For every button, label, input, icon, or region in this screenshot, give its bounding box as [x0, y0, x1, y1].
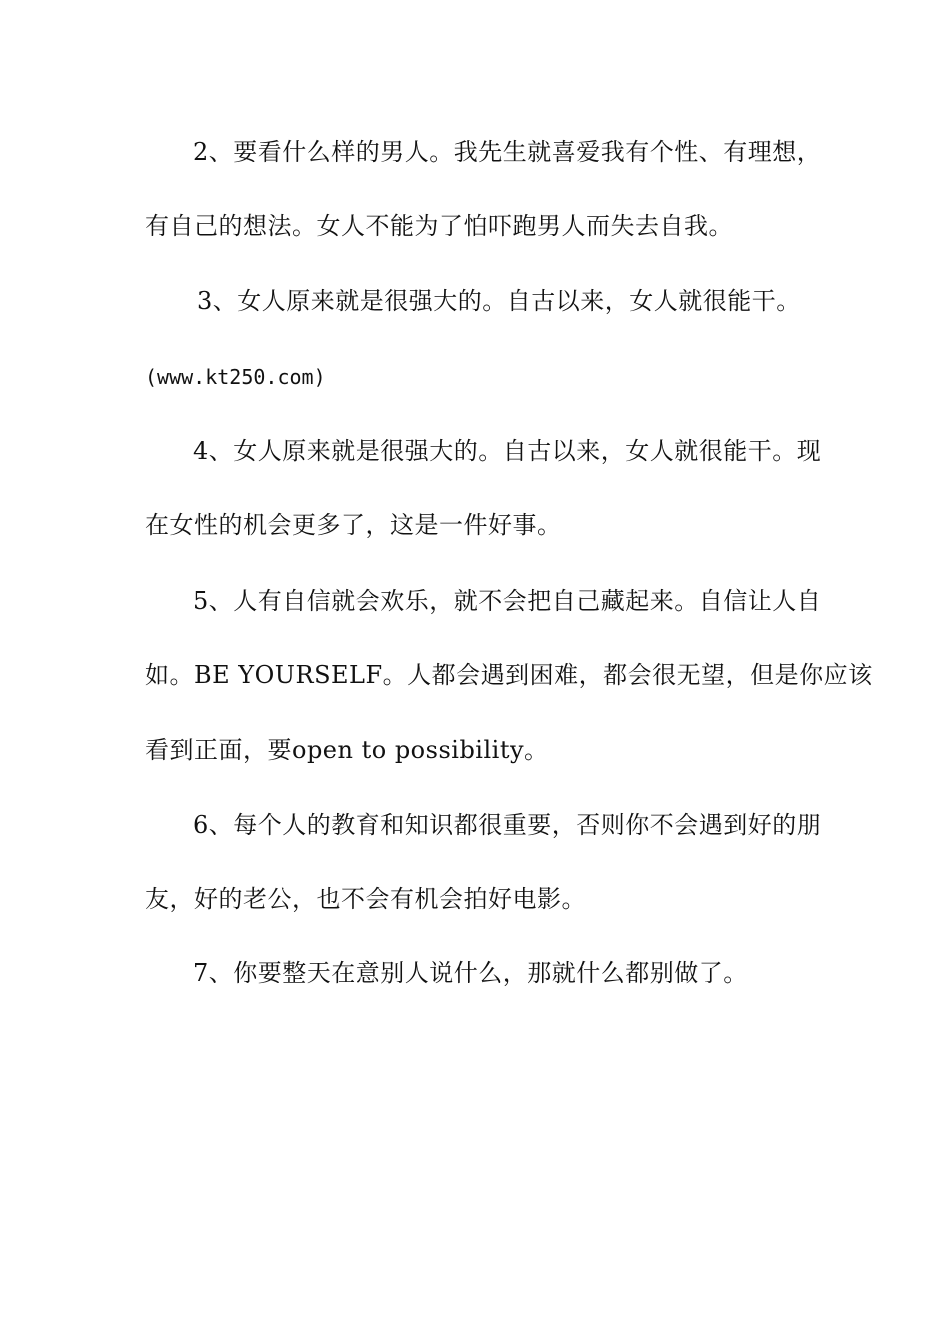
paragraph-3-line-1: 3、女人原来就是很强大的。自古以来，女人就很能干。: [197, 287, 801, 315]
paragraph-6-line-2: 友，好的老公，也不会有机会拍好电影。: [145, 885, 586, 913]
paragraph-3-link-text: (www.kt250.com): [145, 365, 326, 389]
paragraph-4-line-2: 在女性的机会更多了，这是一件好事。: [145, 511, 562, 539]
paragraph-7-line-1: 7、你要整天在意别人说什么，那就什么都别做了。: [193, 959, 748, 987]
paragraph-5-line-2: 如。BE YOURSELF。人都会遇到困难，都会很无望，但是你应该: [145, 661, 873, 689]
paragraph-2-line-2: 有自己的想法。女人不能为了怕吓跑男人而失去自我。: [145, 212, 733, 240]
paragraph-6-line-1: 6、每个人的教育和知识都很重要，否则你不会遇到好的朋: [193, 811, 822, 839]
paragraph-5-line-1: 5、人有自信就会欢乐，就不会把自己藏起来。自信让人自: [193, 587, 822, 615]
paragraph-2-line-1: 2、要看什么样的男人。我先生就喜爱我有个性、有理想，: [193, 138, 822, 166]
paragraph-5-line-3: 看到正面，要open to possibility。: [145, 736, 549, 764]
paragraph-4-line-1: 4、女人原来就是很强大的。自古以来，女人就很能干。现: [193, 437, 822, 465]
